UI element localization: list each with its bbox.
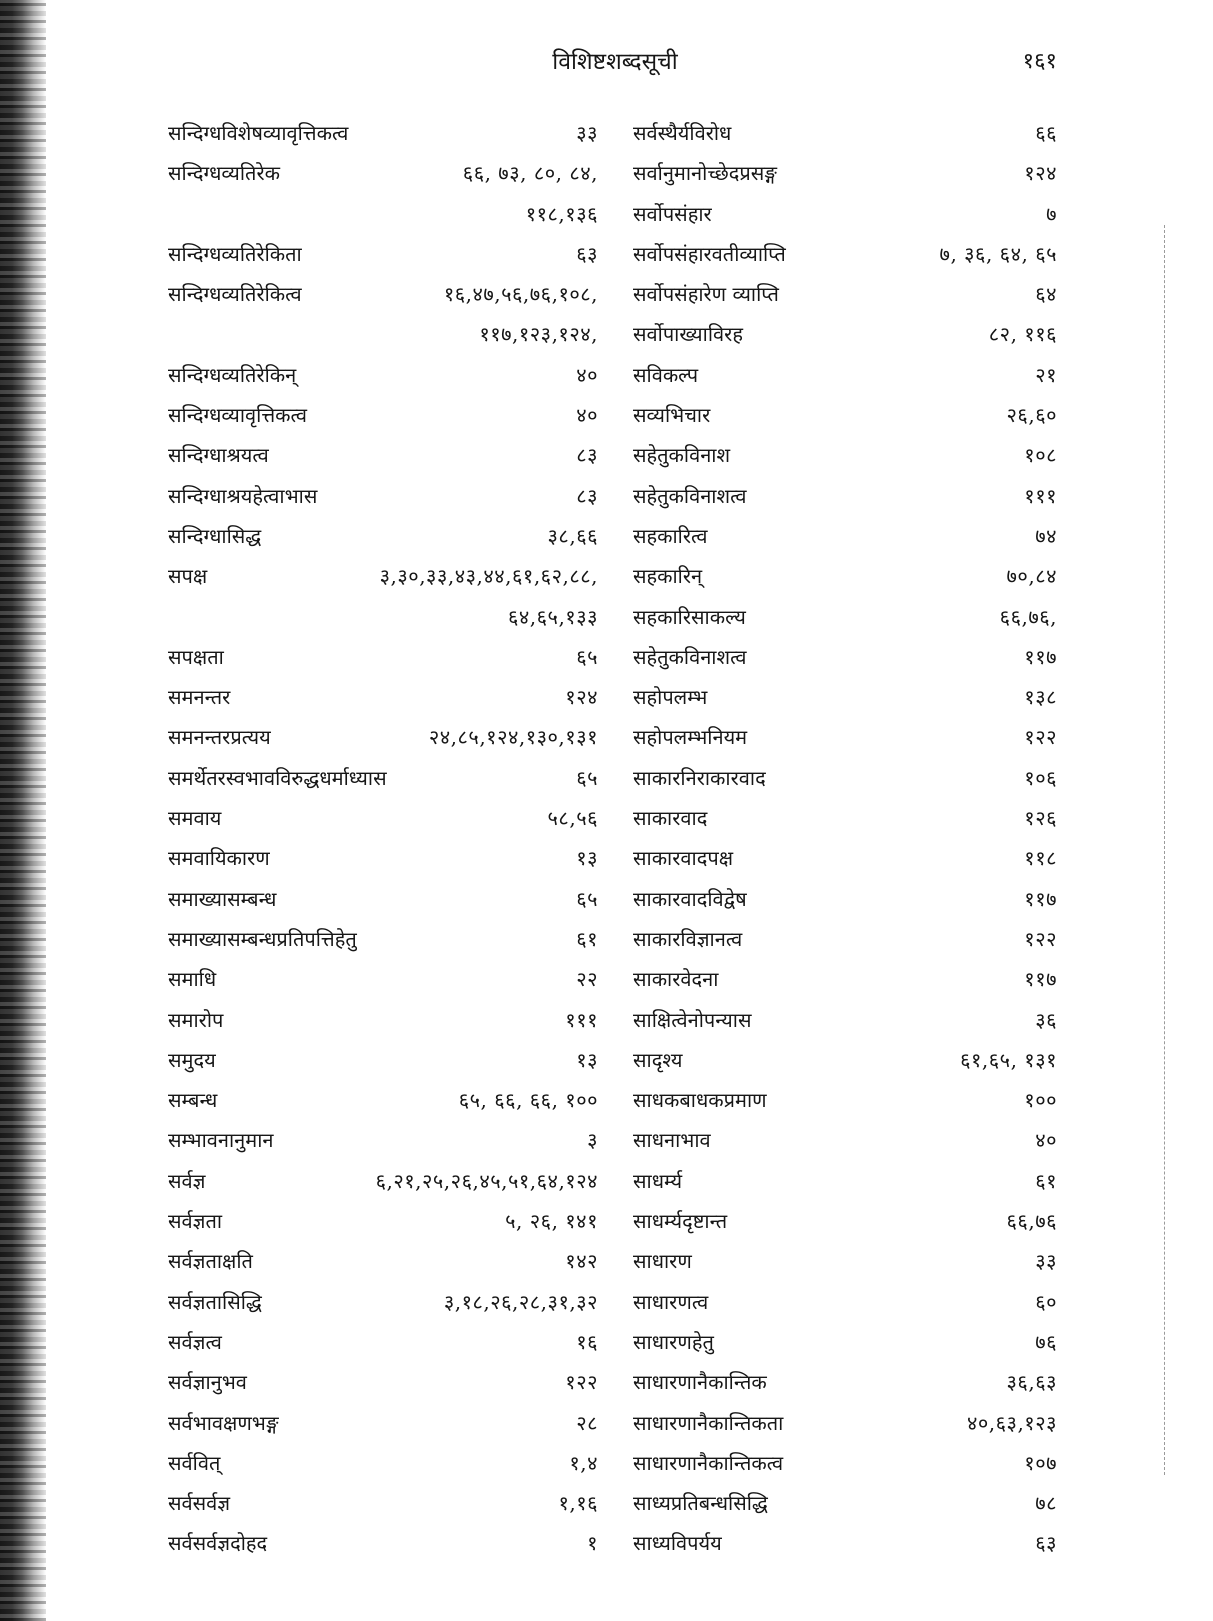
index-entry bbox=[633, 1483, 1057, 1523]
entry-page-refs: ३३ bbox=[576, 121, 598, 145]
entry-page-refs: ६५ bbox=[576, 644, 598, 669]
entry-term: सहोपलम्भनियम bbox=[633, 725, 748, 750]
index-entry bbox=[633, 194, 1057, 234]
index-entry bbox=[633, 234, 1057, 274]
entry-term: सन्दिग्धव्यतिरेक bbox=[168, 161, 280, 186]
entry-term: सहोपलम्भ bbox=[633, 685, 708, 710]
left-index-column bbox=[168, 113, 598, 1564]
entry-page-refs: ४०,६३,१२३ bbox=[966, 1410, 1057, 1435]
entry-page-refs: ८३ bbox=[576, 443, 598, 468]
entry-page-refs: २२ bbox=[576, 967, 598, 992]
entry-term: सर्वज्ञत्व bbox=[168, 1329, 222, 1354]
entry-term: साकारवाद bbox=[633, 806, 708, 831]
entry-page-refs: ६५ bbox=[576, 886, 598, 911]
index-entry bbox=[168, 1403, 598, 1443]
index-entry bbox=[633, 597, 1057, 637]
entry-term: साधारणहेतु bbox=[633, 1329, 714, 1354]
index-entry bbox=[633, 798, 1057, 838]
index-entry bbox=[168, 113, 598, 153]
entry-term: समर्थेतरस्वभावविरुद्धधर्माध्यास bbox=[168, 765, 387, 790]
entry-page-refs: १२६ bbox=[1024, 806, 1057, 831]
entry-page-refs: ११७ bbox=[1024, 967, 1057, 992]
index-entry bbox=[168, 919, 598, 959]
entry-term: साधारणत्व bbox=[633, 1289, 709, 1314]
entry-page-refs: २८ bbox=[576, 1410, 598, 1435]
entry-term: सर्वज्ञ bbox=[168, 1168, 206, 1193]
index-entry bbox=[168, 959, 598, 999]
entry-term: साध्यविपर्यय bbox=[633, 1531, 722, 1556]
entry-term: सन्दिग्धासिद्ध bbox=[168, 523, 262, 548]
entry-page-refs: ३३ bbox=[1035, 1249, 1057, 1274]
entry-page-refs: ४० bbox=[1035, 1128, 1057, 1153]
entry-term: सन्दिग्धव्यावृत्तिकत्व bbox=[168, 403, 307, 428]
entry-page-refs: ६६ bbox=[1035, 121, 1057, 145]
entry-term: साध्यप्रतिबन्धसिद्धि bbox=[633, 1491, 768, 1516]
entry-term: साधारणानैकान्तिकता bbox=[633, 1410, 784, 1435]
page-title: विशिष्टशब्दसूची bbox=[552, 49, 678, 75]
entry-term: सर्वज्ञतासिद्धि bbox=[168, 1289, 262, 1314]
entry-page-refs: ७६ bbox=[1035, 1329, 1057, 1354]
index-entry bbox=[633, 1120, 1057, 1160]
index-entry bbox=[633, 113, 1057, 153]
entry-page-refs: १११ bbox=[565, 1007, 598, 1032]
entry-page-refs: ३८,६६ bbox=[547, 523, 598, 548]
index-entry bbox=[633, 1362, 1057, 1402]
entry-term: सर्वज्ञता bbox=[168, 1209, 223, 1234]
entry-page-refs: ६४ bbox=[1035, 282, 1057, 307]
entry-term: साकारवादविद्वेष bbox=[633, 886, 747, 911]
entry-term: समाख्यासम्बन्ध bbox=[168, 886, 277, 911]
entry-page-refs: ८३ bbox=[576, 483, 598, 508]
entry-page-refs: ६,२१,२५,२६,४५,५१,६४,१२४ bbox=[375, 1168, 598, 1193]
entry-page-refs: ६३ bbox=[1035, 1531, 1057, 1556]
index-entry bbox=[633, 1080, 1057, 1120]
index-entry bbox=[168, 1362, 598, 1402]
index-entry bbox=[633, 1201, 1057, 1241]
entry-page-refs: ७४ bbox=[1035, 523, 1057, 548]
entry-page-refs: ४० bbox=[576, 362, 598, 387]
index-entry bbox=[633, 314, 1057, 354]
scan-edge-shadow bbox=[0, 0, 46, 1621]
entry-page-refs: ६१,६५, १३१ bbox=[960, 1047, 1057, 1072]
entry-page-refs: १३ bbox=[576, 1047, 598, 1072]
index-entry bbox=[633, 1322, 1057, 1362]
entry-page-refs: ६६,७६, bbox=[999, 604, 1057, 629]
entry-page-refs: ६६,७६ bbox=[1006, 1209, 1057, 1234]
entry-page-refs: १४२ bbox=[565, 1249, 598, 1274]
entry-page-refs: ६३ bbox=[576, 241, 598, 266]
index-entry bbox=[168, 1080, 598, 1120]
entry-page-refs: ३६,६३ bbox=[1006, 1370, 1057, 1395]
index-entry bbox=[168, 1443, 598, 1483]
entry-page-refs: ३,३०,३३,४३,४४,६१,६२,८८, bbox=[379, 564, 598, 589]
entry-term: सर्वज्ञताक्षति bbox=[168, 1249, 253, 1274]
entry-page-refs: ११७ bbox=[1024, 644, 1057, 669]
index-entry bbox=[168, 1161, 598, 1201]
page-header bbox=[0, 40, 1213, 84]
entry-term: साधर्म्यदृष्टान्त bbox=[633, 1209, 728, 1234]
entry-term: सहकारित्व bbox=[633, 523, 708, 548]
entry-page-refs: ११७ bbox=[1024, 886, 1057, 911]
index-entry bbox=[168, 1000, 598, 1040]
entry-page-refs: ५, २६, १४१ bbox=[505, 1209, 598, 1234]
page-number: १६१ bbox=[1022, 49, 1057, 74]
entry-term: साधारणानैकान्तिक bbox=[633, 1370, 767, 1395]
entry-term: समुदय bbox=[168, 1047, 216, 1072]
index-entry bbox=[633, 959, 1057, 999]
entry-term: सहकारिसाकल्य bbox=[633, 604, 746, 629]
entry-term: सादृश्य bbox=[633, 1047, 683, 1072]
entry-page-refs: १२४ bbox=[1024, 161, 1057, 186]
index-entry-continuation bbox=[168, 194, 598, 234]
index-entry bbox=[633, 153, 1057, 193]
entry-page-refs: १,४ bbox=[569, 1450, 598, 1475]
index-entry bbox=[633, 717, 1057, 757]
entry-term: सन्दिग्धव्यतिरेकिन् bbox=[168, 362, 297, 387]
entry-term: सन्दिग्धाश्रयहेत्वाभास bbox=[168, 483, 318, 508]
entry-page-refs: १३८ bbox=[1024, 685, 1057, 710]
entry-page-refs: २६,६० bbox=[1006, 403, 1057, 428]
entry-page-refs: ६१ bbox=[576, 926, 598, 951]
entry-term: सविकल्प bbox=[633, 362, 699, 387]
entry-term: सर्वभावक्षणभङ्ग bbox=[168, 1410, 279, 1435]
index-entry-continuation bbox=[168, 597, 598, 637]
entry-term: सन्दिग्धविशेषव्यावृत्तिकत्व bbox=[168, 121, 349, 145]
entry-term: सपक्ष bbox=[168, 564, 208, 589]
entry-page-refs: १२२ bbox=[1024, 926, 1057, 951]
entry-page-refs: ७०,८४ bbox=[1006, 564, 1057, 589]
entry-term: सर्वोपसंहार bbox=[633, 201, 712, 226]
index-entry bbox=[168, 717, 598, 757]
index-entry bbox=[168, 153, 598, 193]
entry-term: सहकारिन् bbox=[633, 564, 703, 589]
entry-page-refs: २४,८५,१२४,१३०,१३१ bbox=[428, 725, 598, 750]
entry-term: साधर्म्य bbox=[633, 1168, 683, 1193]
entry-term: सर्वानुमानोच्छेदप्रसङ्ग bbox=[633, 161, 777, 186]
index-entry bbox=[168, 637, 598, 677]
entry-page-refs: ६५, ६६, ६६, १०० bbox=[458, 1088, 598, 1113]
scan-margin-line bbox=[1164, 225, 1165, 1475]
index-entry bbox=[168, 879, 598, 919]
index-entry bbox=[168, 1282, 598, 1322]
index-entry bbox=[168, 677, 598, 717]
index-entry bbox=[633, 1443, 1057, 1483]
entry-term: सहेतुकविनाश bbox=[633, 443, 731, 468]
entry-page-refs: ६४,६५,१३३ bbox=[507, 604, 598, 629]
entry-page-refs: ८२, ११६ bbox=[988, 322, 1057, 347]
entry-term: सन्दिग्धव्यतिरेकित्व bbox=[168, 282, 302, 307]
index-entry bbox=[168, 234, 598, 274]
entry-term: समाधि bbox=[168, 967, 217, 992]
index-entry bbox=[633, 1000, 1057, 1040]
entry-term: साधकबाधकप्रमाण bbox=[633, 1088, 767, 1113]
entry-term: सम्भावनानुमान bbox=[168, 1128, 274, 1153]
index-entry bbox=[633, 1403, 1057, 1443]
entry-term: सर्वोपाख्याविरह bbox=[633, 322, 743, 347]
entry-term: सव्यभिचार bbox=[633, 403, 711, 428]
entry-term: साधारण bbox=[633, 1249, 692, 1274]
entry-page-refs: १२४ bbox=[565, 685, 598, 710]
index-entry bbox=[633, 1282, 1057, 1322]
index-entry-continuation bbox=[168, 314, 598, 354]
index-entry bbox=[168, 556, 598, 596]
entry-page-refs: ७ bbox=[1046, 201, 1057, 226]
entry-page-refs: १६,४७,५६,७६,१०८, bbox=[443, 282, 598, 307]
entry-page-refs: १२२ bbox=[1024, 725, 1057, 750]
entry-term: सर्वसर्वज्ञदोहद bbox=[168, 1531, 268, 1556]
index-entry bbox=[168, 1483, 598, 1523]
index-entry bbox=[168, 1523, 598, 1563]
entry-term: साकारवेदना bbox=[633, 967, 719, 992]
index-entry bbox=[633, 1161, 1057, 1201]
index-entry bbox=[633, 879, 1057, 919]
entry-page-refs: ११८,१३६ bbox=[525, 201, 598, 226]
entry-term: सहेतुकविनाशत्व bbox=[633, 483, 747, 508]
index-entry bbox=[168, 516, 598, 556]
entry-page-refs: १३ bbox=[576, 846, 598, 871]
index-entry bbox=[633, 476, 1057, 516]
index-entry bbox=[633, 1040, 1057, 1080]
entry-term: समनन्तर bbox=[168, 685, 231, 710]
entry-term: साकारविज्ञानत्व bbox=[633, 926, 743, 951]
entry-term: साक्षित्वेनोपन्यास bbox=[633, 1007, 752, 1032]
entry-page-refs: १,१६ bbox=[558, 1491, 598, 1516]
index-entry bbox=[633, 516, 1057, 556]
entry-term: सर्वसर्वज्ञ bbox=[168, 1491, 231, 1516]
entry-page-refs: १०७ bbox=[1024, 1450, 1057, 1475]
entry-term: साधारणानैकान्तिकत्व bbox=[633, 1450, 784, 1475]
entry-page-refs: ६६, ७३, ८०, ८४, bbox=[462, 161, 598, 186]
entry-term: सर्वोपसंहारवतीव्याप्ति bbox=[633, 241, 786, 266]
entry-page-refs: ३६ bbox=[1035, 1007, 1057, 1032]
index-entry bbox=[168, 395, 598, 435]
entry-term: समवायिकारण bbox=[168, 846, 270, 871]
entry-page-refs: ७, ३६, ६४, ६५ bbox=[939, 241, 1057, 266]
entry-page-refs: ६० bbox=[1035, 1289, 1057, 1314]
index-entry bbox=[633, 556, 1057, 596]
entry-page-refs: ४० bbox=[576, 403, 598, 428]
index-entry bbox=[168, 1322, 598, 1362]
index-entry bbox=[633, 677, 1057, 717]
entry-term: समाख्यासम्बन्धप्रतिपत्तिहेतु bbox=[168, 926, 357, 951]
index-entry bbox=[168, 435, 598, 475]
entry-page-refs: १०८ bbox=[1024, 443, 1057, 468]
entry-term: साकारनिराकारवाद bbox=[633, 765, 766, 790]
entry-page-refs: १११ bbox=[1024, 483, 1057, 508]
entry-term: समनन्तरप्रत्यय bbox=[168, 725, 271, 750]
index-entry bbox=[633, 274, 1057, 314]
entry-term: सर्वज्ञानुभव bbox=[168, 1370, 247, 1395]
entry-term: समारोप bbox=[168, 1007, 224, 1032]
entry-page-refs: १ bbox=[587, 1531, 598, 1556]
entry-term: सर्वस्थैर्यविरोध bbox=[633, 121, 732, 145]
index-entry bbox=[633, 355, 1057, 395]
entry-term: सम्बन्ध bbox=[168, 1088, 218, 1113]
entry-term: समवाय bbox=[168, 806, 222, 831]
entry-page-refs: ७८ bbox=[1035, 1491, 1057, 1516]
right-index-column bbox=[633, 113, 1057, 1564]
entry-page-refs: २१ bbox=[1035, 362, 1057, 387]
entry-page-refs: ३ bbox=[587, 1128, 598, 1153]
index-entry bbox=[168, 1201, 598, 1241]
index-entry bbox=[633, 758, 1057, 798]
entry-term: सन्दिग्धाश्रयत्व bbox=[168, 443, 269, 468]
entry-page-refs: १६ bbox=[576, 1329, 598, 1354]
entry-page-refs: ६५ bbox=[576, 765, 598, 790]
entry-term: साधनाभाव bbox=[633, 1128, 711, 1153]
index-entry bbox=[168, 838, 598, 878]
entry-page-refs: १०० bbox=[1024, 1088, 1057, 1113]
entry-page-refs: ५८,५६ bbox=[547, 806, 598, 831]
index-entry bbox=[633, 1241, 1057, 1281]
entry-term: सहेतुकविनाशत्व bbox=[633, 644, 747, 669]
entry-page-refs: १०६ bbox=[1024, 765, 1057, 790]
entry-term: सर्वोपसंहारेण व्याप्ति bbox=[633, 282, 779, 307]
index-entry bbox=[168, 274, 598, 314]
index-entry bbox=[168, 1120, 598, 1160]
entry-term: साकारवादपक्ष bbox=[633, 846, 734, 871]
index-entry bbox=[633, 838, 1057, 878]
entry-page-refs: ६१ bbox=[1035, 1168, 1057, 1193]
index-entry bbox=[168, 1241, 598, 1281]
index-entry bbox=[168, 476, 598, 516]
entry-term: सपक्षता bbox=[168, 644, 224, 669]
index-entry bbox=[633, 435, 1057, 475]
entry-page-refs: ११८ bbox=[1024, 846, 1057, 871]
index-entry bbox=[168, 758, 598, 798]
index-entry bbox=[633, 919, 1057, 959]
entry-page-refs: १२२ bbox=[565, 1370, 598, 1395]
index-entry bbox=[168, 798, 598, 838]
entry-term: सर्ववित् bbox=[168, 1450, 221, 1475]
entry-page-refs: ११७,१२३,१२४, bbox=[479, 322, 598, 347]
entry-term: सन्दिग्धव्यतिरेकिता bbox=[168, 241, 302, 266]
index-entry bbox=[168, 355, 598, 395]
index-entry bbox=[633, 637, 1057, 677]
index-entry bbox=[168, 1040, 598, 1080]
index-entry bbox=[633, 1523, 1057, 1563]
index-entry bbox=[633, 395, 1057, 435]
entry-page-refs: ३,१८,२६,२८,३१,३२ bbox=[443, 1289, 598, 1314]
